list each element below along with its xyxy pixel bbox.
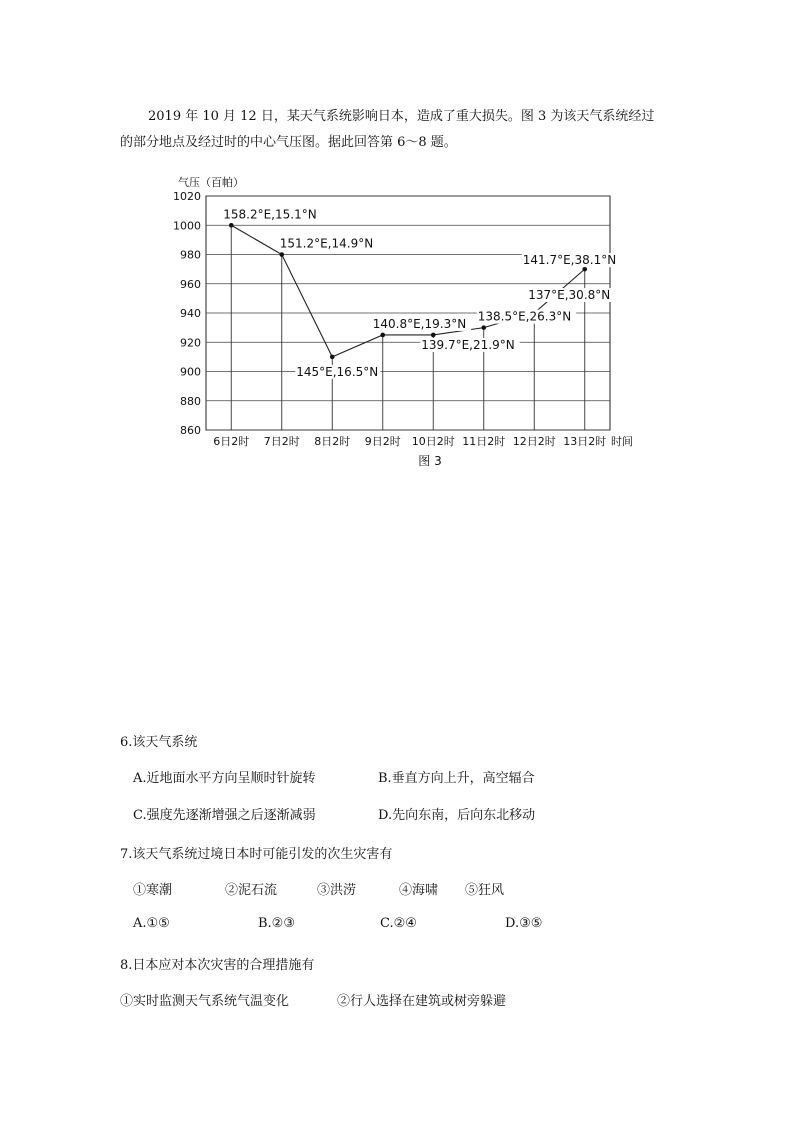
point-label: 140.8°E,19.3°N: [372, 316, 467, 331]
x-tick-label: 12日2时: [512, 435, 556, 448]
y-tick-label: 940: [180, 307, 201, 320]
intro-line-2: 的部分地点及经过时的中心气压图。据此回答第 6～8 题。: [120, 135, 457, 150]
pressure-line-chart: [170, 170, 650, 450]
point-label: 137°E,30.8°N: [528, 288, 611, 302]
x-tick-label: 10日2时: [411, 435, 455, 448]
point-label: 145°E,16.5°N: [296, 364, 379, 379]
q8-item-1: ①实时监测天气系统气温变化: [120, 994, 290, 1009]
x-tick-label: 8日2时: [314, 435, 351, 448]
q7-option-a: A.①⑤: [133, 916, 170, 931]
q6-option-b: B.垂直方向上升，高空辐合: [378, 771, 535, 786]
q6-option-d: D.先向东南，后向东北移动: [378, 808, 536, 823]
intro-line-1: 2019 年 10 月 12 日，某天气系统影响日本，造成了重大损失。图 3 为该天气系统经过: [148, 109, 655, 124]
question-7-stem: 7.该天气系统过境日本时可能引发的次生灾害有: [120, 847, 393, 862]
y-tick-label: 1000: [173, 219, 201, 233]
question-6-stem: 6.该天气系统: [120, 735, 198, 750]
data-point: [431, 333, 436, 338]
q7-option-c: C.②④: [380, 916, 417, 931]
y-tick-label: 980: [180, 248, 201, 262]
x-tick-label: 9日2时: [364, 435, 401, 448]
figure-caption: 图 3: [418, 454, 442, 468]
x-tick-label: 7日2时: [263, 435, 300, 448]
y-tick-label: 880: [180, 394, 201, 408]
x-axis-label: 时间: [611, 435, 633, 448]
y-axis-label: 气压（百帕）: [178, 176, 244, 189]
q7-option-b: B.②③: [258, 916, 295, 931]
q7-item-4: ④海啸: [399, 883, 439, 898]
point-label: 151.2°E,14.9°N: [279, 236, 374, 251]
data-point: [582, 267, 587, 272]
q7-item-1: ①寒潮: [133, 883, 173, 898]
q6-option-c: C.强度先逐渐增强之后逐渐减弱: [133, 808, 316, 823]
point-label: 138.5°E,26.3°N: [477, 309, 572, 324]
point-label: 139.7°E,21.9°N: [421, 337, 515, 352]
y-tick-label: 900: [180, 365, 201, 379]
y-tick-label: 1020: [173, 190, 201, 203]
q7-option-d: D.③⑤: [505, 916, 543, 931]
x-tick-label: 11日2时: [462, 435, 506, 448]
q7-item-5: ⑤狂风: [465, 883, 505, 898]
intro-paragraph: [120, 104, 680, 156]
q7-item-3: ③洪涝: [317, 883, 357, 898]
q8-item-2: ②行人选择在建筑或树旁躲避: [337, 994, 507, 1009]
data-point: [481, 325, 486, 330]
point-label: 158.2°E,15.1°N: [223, 207, 317, 222]
q7-item-2: ②泥石流: [225, 883, 278, 898]
point-label: 141.7°E,38.1°N: [522, 253, 617, 268]
y-tick-label: 960: [180, 277, 201, 291]
data-point: [229, 223, 234, 228]
data-point: [279, 252, 284, 257]
y-tick-label: 920: [180, 336, 201, 350]
x-tick-label: 6日2时: [213, 435, 250, 448]
data-point: [330, 355, 335, 360]
q6-option-a: A.近地面水平方向呈顺时针旋转: [133, 771, 316, 786]
y-tick-label: 860: [180, 424, 201, 437]
question-8-stem: 8.日本应对本次灾害的合理措施有: [120, 958, 315, 973]
x-tick-label: 13日2时: [563, 435, 607, 448]
data-point: [380, 333, 385, 338]
